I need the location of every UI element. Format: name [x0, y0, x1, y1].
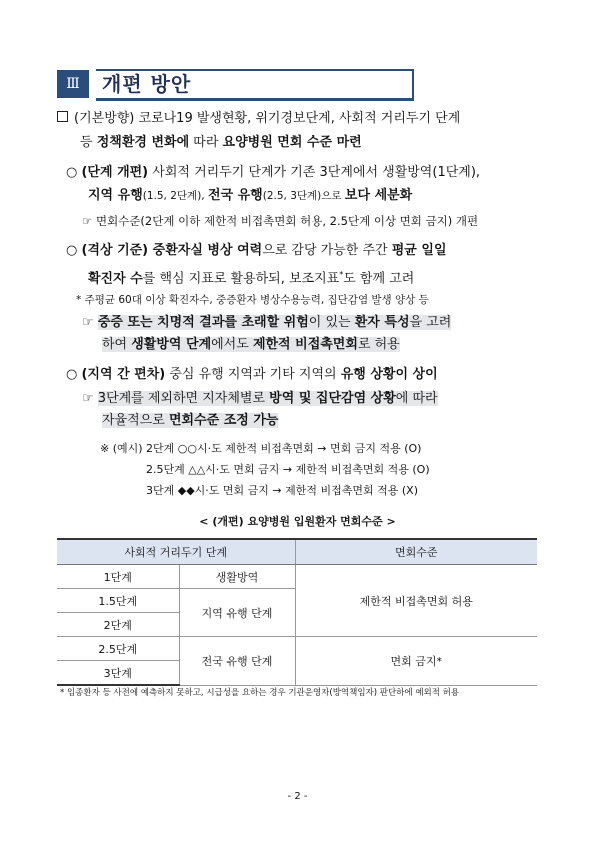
p3-text2a: 확진자 수 [88, 271, 143, 287]
p1-line2 [80, 134, 362, 152]
stage-cell: 1단계 [57, 565, 179, 589]
group-cell: 생활방역 [179, 565, 295, 589]
table-header-stage: 사회적 거리두기 단계 [57, 539, 295, 565]
p2-text2d: (2.5, 3단계)으로 [262, 190, 345, 202]
p1-text2c: 따라 [189, 135, 223, 150]
p3-text2d: 도 함께 고려 [343, 271, 415, 287]
group-cell: 전국 유행 단계 [179, 637, 295, 686]
level-cell: 제한적 비접촉면회 허용 [295, 565, 537, 637]
table-row [57, 637, 537, 661]
p3-sub2e: 로 허용 [357, 337, 400, 352]
p2-text1a: (단계 개편) [81, 165, 149, 180]
p1-text2d: 요양병원 면회 수준 마련 [222, 135, 362, 150]
p3-sub-line2 [102, 336, 400, 354]
table-caption: < (개편) 요양병원 입원환자 면회수준 > [199, 515, 396, 528]
p4-example3: 3단계 ◆◆시·도 면회 금지 → 제한적 비접촉면회 적용 (X) [146, 484, 418, 497]
p3-sub2b: 생활방역 단계 [131, 337, 212, 352]
p4-text1a: (지역 간 편차) [81, 367, 166, 382]
p3-sub2d: 제한적 비접촉면회 [252, 337, 358, 352]
group-cell: 지역 유행 단계 [179, 589, 295, 637]
p4-sub1a: 3단계를 제외하면 지자체별로 [97, 391, 270, 406]
table-footnote: * 임종환자 등 사전에 예측하지 못하고, 시급성을 요하는 경우 기관운영자(방역책임자) 판단하에 예외적 허용 [60, 688, 460, 698]
reference-mark-icon: ※ [100, 442, 110, 455]
stage-cell: 1.5단계 [57, 589, 179, 613]
p3-sub-line1 [82, 314, 451, 332]
table-header-row [57, 539, 537, 565]
pointing-hand-icon: ☞ [82, 315, 94, 330]
p1-text2b: 정책환경 변화에 [96, 135, 190, 150]
p3-text1c: 으로 감당 가능한 주간 [262, 243, 392, 258]
stage-cell: 2단계 [57, 613, 179, 637]
section-rule-side [412, 69, 414, 101]
p4-sub-line2 [102, 412, 278, 430]
section-rule-bottom [96, 98, 412, 101]
p4-example1 [100, 440, 421, 458]
level-cell: 면회 금지* [295, 637, 537, 686]
circle-bullet-icon: ○ [66, 367, 82, 382]
stage-cell: 3단계 [57, 661, 179, 686]
p3-sub2a: 하여 [102, 337, 132, 352]
circle-bullet-icon: ○ [66, 165, 82, 180]
visit-level-table [57, 538, 537, 686]
table-header-level: 면회수준 [295, 539, 537, 565]
p4-sub1b: 방역 및 집단감염 상황 [269, 391, 396, 406]
p4-text1b: 중심 유행 지역과 기타 지역의 [165, 367, 341, 382]
p4-example2: 2.5단계 △△시·도 면회 금지 → 제한적 비접촉면회 적용 (O) [146, 463, 430, 476]
pointing-hand-icon: ☞ [82, 391, 94, 406]
table-row [57, 565, 537, 589]
pointing-hand-icon: ☞ [82, 214, 93, 228]
circle-bullet-icon: ○ [66, 243, 82, 258]
p2-text2a: 지역 유행 [88, 188, 143, 203]
p3-sub1c: 환자 특성 [354, 315, 410, 330]
p2-text1b: 사회적 거리두기 단계가 기존 3단계에서 생활방역(1단계), [148, 165, 481, 180]
p3-sub1d: 을 고려 [409, 315, 452, 330]
p3-text2b: 를 핵심 지표로 활용하되, 보조지표 [142, 271, 340, 287]
p2-line1 [66, 164, 480, 182]
stage-cell: 2.5단계 [57, 637, 179, 661]
p4-sub-line1 [82, 390, 438, 408]
p3-sub1b: 이 있는 [308, 315, 355, 330]
p4-text1c: 유행 상황이 상이 [340, 367, 438, 382]
p2-sub [82, 212, 478, 230]
p2-sub-text: 면회수준(2단계 이하 제한적 비접촉면회 허용, 2.5단계 이상 면회 금지) 개편 [95, 214, 479, 228]
p3-text1d: 평균 일일 [391, 243, 447, 258]
p3-sub2c: 에서도 [211, 337, 253, 352]
section-number: Ⅲ [57, 70, 89, 98]
square-bullet-icon [57, 111, 68, 122]
p3-line1 [66, 242, 447, 260]
page-number: - 2 - [287, 791, 308, 802]
p1-line1 [57, 110, 460, 128]
p3-note: * 주평균 60대 이상 확진자수, 중증환자 병상수용능력, 집단감염 발생 양상 등 [76, 294, 429, 306]
p3-text1b: 중환자실 병상 여력 [148, 243, 263, 258]
p4-sub2b: 면회수준 조정 가능 [168, 413, 279, 428]
p3-text2c: * [339, 270, 344, 279]
p1-text2a: 등 [80, 135, 97, 150]
p3-sub1a: 중증 또는 치명적 결과를 초래할 위험 [97, 315, 309, 330]
p2-text2b: (1.5, 2단계), [142, 190, 208, 202]
p3-text1a: (격상 기준) [81, 243, 149, 258]
p2-text2e: 보다 세분화 [344, 188, 413, 203]
p3-line2 [88, 266, 414, 288]
p4-line1 [66, 366, 438, 384]
p2-text2c: 전국 유행 [207, 188, 263, 203]
p1-text1: (기본방향) 코로나19 발생현황, 위기경보단계, 사회적 거리두기 단계 [74, 111, 461, 126]
p2-line2 [88, 187, 412, 205]
p4-sub2a: 자율적으로 [102, 413, 169, 428]
p4-example1-text: (예시) 2단계 ○○시·도 제한적 비접촉면회 → 면회 금지 적용 (O) [112, 442, 422, 455]
section-title: 개편 방안 [102, 72, 192, 96]
p4-sub1c: 에 따라 [395, 391, 438, 406]
